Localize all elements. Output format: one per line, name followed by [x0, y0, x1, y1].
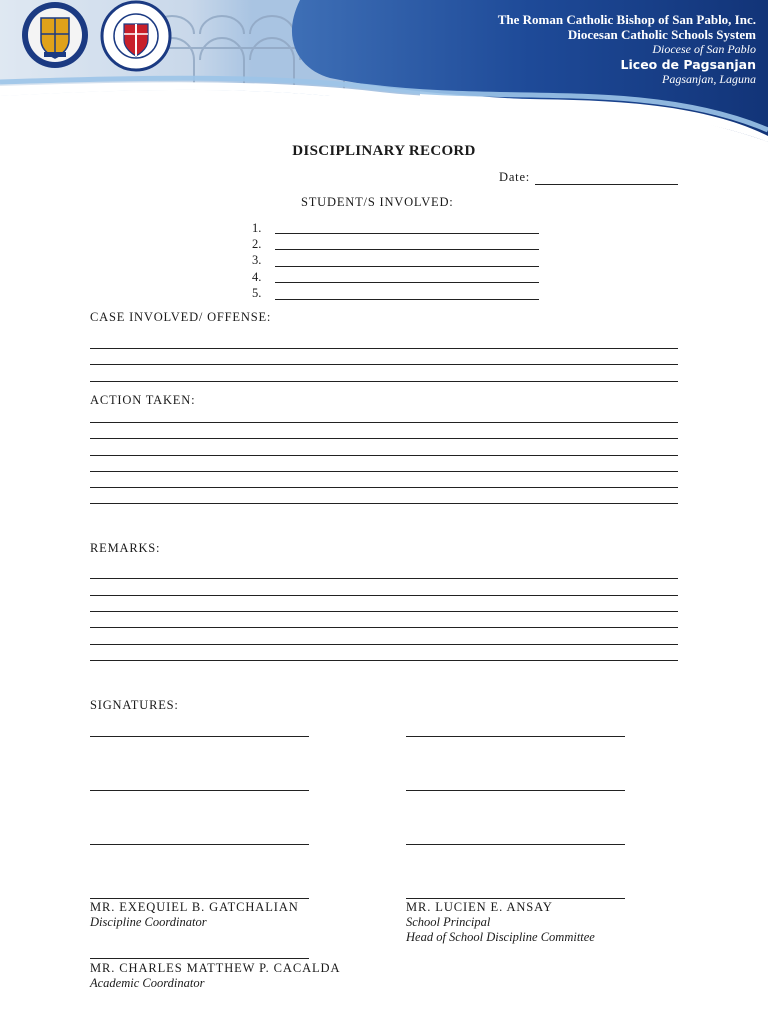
diocesan-seal-icon: [12, 0, 98, 70]
student-number: 5.: [252, 286, 262, 300]
principal-role-secondary: Head of School Discipline Committee: [406, 930, 595, 944]
students-label: STUDENT/S INVOLVED:: [301, 195, 454, 209]
student-number: 1.: [252, 221, 262, 235]
letterhead: [0, 0, 768, 142]
signature-line[interactable]: [90, 790, 309, 791]
action-line[interactable]: [90, 438, 678, 439]
student-number: 2.: [252, 237, 262, 251]
signature-line[interactable]: [406, 790, 625, 791]
signature-line-academic-coordinator[interactable]: [90, 958, 309, 959]
academic-coordinator-role: Academic Coordinator: [90, 976, 205, 990]
principal-role: School Principal: [406, 915, 491, 929]
signature-line[interactable]: [406, 736, 625, 737]
school-location: Pagsanjan, Laguna: [661, 72, 756, 86]
case-line[interactable]: [90, 348, 678, 349]
liceo-seal-icon: [100, 0, 172, 72]
student-field-3[interactable]: [275, 266, 539, 267]
student-field-5[interactable]: [275, 299, 539, 300]
school-name: Liceo de Pagsanjan: [620, 57, 756, 72]
student-number: 3.: [252, 253, 262, 267]
remarks-line[interactable]: [90, 660, 678, 661]
date-label: Date:: [499, 170, 531, 184]
student-number: 4.: [252, 270, 262, 284]
institution-block: [498, 12, 756, 87]
remarks-line[interactable]: [90, 578, 678, 579]
signature-line[interactable]: [406, 844, 625, 845]
signature-line-discipline-coordinator[interactable]: [90, 898, 309, 899]
discipline-coordinator-role: Discipline Coordinator: [90, 915, 207, 929]
remarks-line[interactable]: [90, 595, 678, 596]
case-line[interactable]: [90, 381, 678, 382]
action-line[interactable]: [90, 422, 678, 423]
signature-line[interactable]: [90, 844, 309, 845]
remarks-line[interactable]: [90, 644, 678, 645]
case-line[interactable]: [90, 364, 678, 365]
date-field[interactable]: [535, 184, 678, 185]
discipline-coordinator-name: MR. EXEQUIEL B. GATCHALIAN: [90, 900, 299, 914]
case-label: CASE INVOLVED/ OFFENSE:: [90, 310, 272, 324]
signature-line[interactable]: [90, 736, 309, 737]
principal-name: MR. LUCIEN E. ANSAY: [406, 900, 553, 914]
remarks-line[interactable]: [90, 611, 678, 612]
action-line[interactable]: [90, 455, 678, 456]
signature-line-principal[interactable]: [406, 898, 625, 899]
remarks-label: REMARKS:: [90, 541, 161, 555]
academic-coordinator-name: MR. CHARLES MATTHEW P. CACALDA: [90, 961, 341, 975]
action-line[interactable]: [90, 487, 678, 488]
diocese-name: Diocese of San Pablo: [652, 42, 756, 56]
student-field-4[interactable]: [275, 282, 539, 283]
action-line[interactable]: [90, 471, 678, 472]
action-label: ACTION TAKEN:: [90, 393, 196, 407]
institution-name: The Roman Catholic Bishop of San Pablo, Inc.: [497, 12, 756, 27]
school-system: Diocesan Catholic Schools System: [567, 27, 756, 42]
student-field-2[interactable]: [275, 249, 539, 250]
document-title: DISCIPLINARY RECORD: [292, 143, 476, 159]
student-field-1[interactable]: [275, 233, 539, 234]
remarks-line[interactable]: [90, 627, 678, 628]
signatures-label: SIGNATURES:: [90, 698, 179, 712]
action-line[interactable]: [90, 503, 678, 504]
